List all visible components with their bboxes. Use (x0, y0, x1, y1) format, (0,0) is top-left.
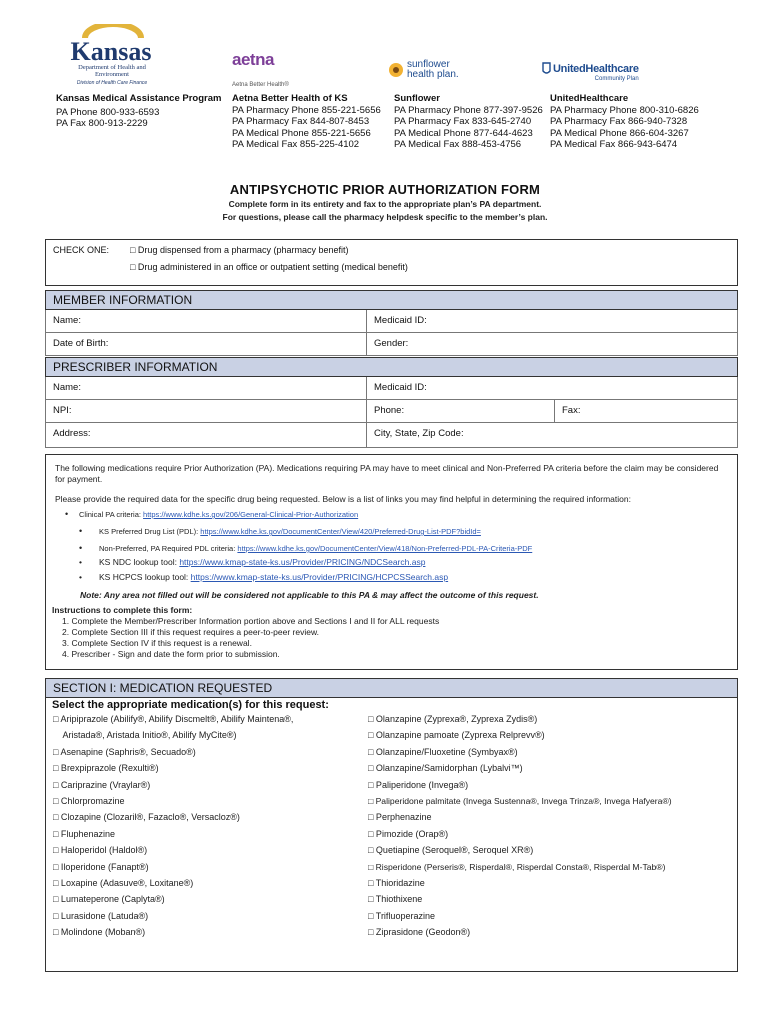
med-clozapine[interactable]: □ Clozapine (Clozaril®, Fazaclo®, Versacloz®) (53, 812, 240, 823)
contact-line: PA Pharmacy Fax 844-807-8453 (232, 116, 370, 127)
contact-line: PA Medical Phone 866-604-3267 (550, 127, 689, 139)
link-label: Non-Preferred, PA Required PDL criteria: (99, 544, 238, 553)
med-thioridazine[interactable]: □ Thioridazine (368, 878, 425, 889)
info-paragraph-1: The following medications require Prior Authorization (PA). Medications requiring PA may have to meet clinical and Non-Preferred PA criteria before the claim may be considered for payment. (55, 463, 719, 484)
member-gender-field[interactable]: Gender: (366, 333, 737, 355)
section-1-prompt: Select the appropriate medication(s) for this request: (52, 699, 329, 711)
form-subtitle-1: Complete form in its entirety and fax to the appropriate plan’s PA department. (228, 199, 542, 209)
sunflower-word2: health plan. (407, 69, 459, 80)
pharmacy-benefit-checkbox[interactable]: □ Drug dispensed from a pharmacy (pharmacy benefit) (130, 245, 349, 255)
med-lumateperone[interactable]: □ Lumateperone (Caplyta®) (53, 894, 165, 905)
link-label: KS Preferred Drug List (PDL): (99, 527, 201, 536)
contact-aetna (232, 93, 381, 151)
link-label: KS HCPCS lookup tool: (99, 572, 191, 582)
med-iloperidone[interactable]: □ Iloperidone (Fanapt®) (53, 861, 149, 872)
med-trifluoperazine[interactable]: □ Trifluoperazine (368, 910, 435, 921)
prescriber-info-header: PRESCRIBER INFORMATION (45, 357, 738, 377)
med-thiothixene[interactable]: □ Thiothixene (368, 894, 423, 905)
contact-name: Sunflower (394, 93, 440, 104)
med-olanzapine-pamoate[interactable]: □ Olanzapine pamoate (Zyprexa Relprevv®) (368, 730, 545, 741)
contact-line: PA Pharmacy Fax 866-940-7328 (550, 116, 688, 127)
contact-line: PA Pharmacy Fax 833-645-2740 (394, 116, 532, 127)
med-paliperidone[interactable]: □ Paliperidone (Invega®) (368, 779, 469, 790)
prescriber-npi-field[interactable]: NPI: (53, 405, 72, 416)
member-dob-field[interactable]: Date of Birth: (53, 338, 109, 349)
ndc-lookup-link[interactable]: https://www.kmap-state-ks.us/Provider/PRICING/NDCSearch.asp (179, 557, 426, 567)
sunflower-icon (388, 62, 404, 78)
med-ziprasidone[interactable]: □ Ziprasidone (Geodon®) (368, 927, 471, 938)
prescriber-row-3 (45, 423, 738, 448)
contact-line: PA Pharmacy Phone 800-310-6826 (550, 104, 699, 116)
contact-name: Aetna Better Health of KS (232, 93, 348, 104)
section-1-header: SECTION I: MEDICATION REQUESTED (45, 678, 738, 698)
uhc-shield-icon (542, 62, 551, 76)
med-list-right (368, 711, 734, 941)
med-aripiprazole[interactable]: □ Aripiprazole (Abilify®, Abilify Discmelt®, Abilify Maintena®, (53, 714, 294, 724)
aetna-logo (232, 50, 289, 88)
prescriber-address-field[interactable]: Address: (53, 428, 91, 439)
contact-line: PA Pharmacy Phone 877-397-9526 (394, 104, 543, 116)
info-paragraph-2: Please provide the required data for the specific drug being requested. Below is a list of links you may find helpful in determining the required information: (55, 494, 631, 504)
link-row: • KS Preferred Drug List (PDL): https://www.kdhe.ks.gov/DocumentCenter/View/420/Preferred-Drug-List-PDF?bidId= (79, 526, 481, 536)
med-haloperidol[interactable]: □ Haloperidol (Haldol®) (53, 845, 148, 856)
prescriber-row-2 (45, 400, 738, 423)
contact-kmap (56, 93, 221, 130)
med-olanzapine-samidorphan[interactable]: □ Olanzapine/Samidorphan (Lybalvi™) (368, 763, 523, 774)
med-perphenazine[interactable]: □ Perphenazine (368, 812, 432, 823)
instruction-1: 1. Complete the Member/Prescriber Information portion above and Sections I and II for ALL requests (62, 616, 440, 626)
contact-line: PA Medical Fax 866-943-6474 (550, 139, 678, 150)
member-medicaid-field[interactable]: Medicaid ID: (366, 310, 737, 332)
kansas-logo-word: Kansas (70, 37, 152, 66)
link-label: KS NDC lookup tool: (99, 557, 180, 567)
med-pimozide[interactable]: □ Pimozide (Orap®) (368, 828, 449, 839)
prescriber-name-field[interactable]: Name: (53, 382, 81, 393)
prescriber-city-field[interactable]: City, State, Zip Code: (366, 423, 737, 447)
nonpreferred-pdl-link[interactable]: https://www.kdhe.ks.gov/DocumentCenter/View/418/Non-Preferred-PDL-PA-Criteria-PDF (237, 544, 533, 553)
hcpcs-lookup-link[interactable]: https://www.kmap-state-ks.us/Provider/PRICING/HCPCSSearch.asp (190, 572, 449, 582)
med-risperidone[interactable]: □ Risperidone (Perseris®, Risperdal®, Risperdal Consta®, Risperdal M-Tab®) (368, 861, 666, 872)
contact-line: PA Medical Fax 888-453-4756 (394, 139, 522, 150)
member-name-field[interactable]: Name: (53, 315, 81, 326)
med-asenapine[interactable]: □ Asenapine (Saphris®, Secuado®) (53, 746, 196, 757)
instruction-3: 3. Complete Section IV if this request is a renewal. (62, 638, 252, 648)
contact-name: Kansas Medical Assistance Program (56, 93, 222, 104)
medical-benefit-checkbox[interactable]: □ Drug administered in an office or outpatient setting (medical benefit) (130, 262, 408, 272)
info-box (45, 454, 738, 670)
med-paliperidone-palmitate[interactable]: □ Paliperidone palmitate (Invega Sustenna®, Invega Trinza®, Invega Hafyera®) (368, 796, 672, 807)
instruction-4: 4. Prescriber - Sign and date the form prior to submission. (62, 649, 280, 659)
med-olanzapine-fluoxetine[interactable]: □ Olanzapine/Fluoxetine (Symbyax®) (368, 746, 518, 757)
med-quetiapine[interactable]: □ Quetiapine (Seroquel®, Seroquel XR®) (368, 845, 534, 856)
clinical-pa-link[interactable]: https://www.kdhe.ks.gov/206/General-Clinical-Prior-Authorization (143, 510, 359, 519)
med-chlorpromazine[interactable]: □ Chlorpromazine (53, 796, 125, 807)
contact-line: PA Pharmacy Phone 855-221-5656 (232, 104, 381, 116)
med-aripiprazole-cont: Aristada®, Aristada Initio®, Abilify MyCite®) (53, 730, 237, 741)
link-row: • Non-Preferred, PA Required PDL criteria: https://www.kdhe.ks.gov/DocumentCenter/View/418/Non-Preferred-PDL-PA-Criteria-PDF (79, 543, 533, 553)
med-molindone[interactable]: □ Molindone (Moban®) (53, 927, 146, 938)
uhc-word: UnitedHealthcare (553, 63, 639, 75)
instructions-heading: Instructions to complete this form: (52, 605, 193, 615)
check-one-label: CHECK ONE: (53, 245, 110, 255)
link-row: • Clinical PA criteria: https://www.kdhe.ks.gov/206/General-Clinical-Prior-Authorization (65, 509, 359, 519)
uhc-subtitle: Community Plan (594, 76, 639, 82)
sunflower-word: sunflower (407, 59, 450, 70)
contact-uhc (550, 93, 699, 151)
prescriber-row-1 (45, 377, 738, 400)
med-brexpiprazole[interactable]: □ Brexpiprazole (Rexulti®) (53, 763, 159, 774)
member-info-header: MEMBER INFORMATION (45, 290, 738, 310)
contact-line: PA Medical Phone 877-644-4623 (394, 127, 533, 139)
prescriber-fax-field[interactable]: Fax: (554, 400, 737, 422)
prescriber-phone-field[interactable]: Phone: (366, 400, 554, 422)
aetna-word: aetna (232, 50, 274, 69)
link-label: Clinical PA criteria: (79, 510, 144, 519)
pdl-link[interactable]: https://www.kdhe.ks.gov/DocumentCenter/View/420/Preferred-Drug-List-PDF?bidId= (200, 527, 481, 536)
link-row: • KS HCPCS lookup tool: https://www.kmap-state-ks.us/Provider/PRICING/HCPCSSearch.asp (79, 572, 449, 582)
form-subtitle-2: For questions, please call the pharmacy helpdesk specific to the member’s plan. (222, 212, 548, 222)
form-title: ANTIPSYCHOTIC PRIOR AUTHORIZATION FORM (229, 182, 541, 197)
member-row-1 (45, 310, 738, 333)
med-lurasidone[interactable]: □ Lurasidone (Latuda®) (53, 910, 149, 921)
med-fluphenazine[interactable]: □ Fluphenazine (53, 828, 115, 839)
link-row: • KS NDC lookup tool: https://www.kmap-state-ks.us/Provider/PRICING/NDCSearch.asp (79, 557, 426, 567)
aetna-tagline: Aetna Better Health® (232, 82, 289, 88)
check-one-box (45, 239, 738, 286)
contact-line: PA Phone 800-933-6593 (56, 106, 160, 118)
contact-line: PA Fax 800-913-2229 (56, 118, 148, 129)
med-cariprazine[interactable]: □ Cariprazine (Vraylar®) (53, 779, 151, 790)
member-row-2 (45, 333, 738, 356)
sunflower-logo (388, 60, 459, 80)
contact-sunflower (394, 93, 543, 151)
med-list-left (53, 711, 363, 941)
kansas-div-text: Division of Health Care Finance (76, 80, 148, 86)
contact-line: PA Medical Phone 855-221-5656 (232, 127, 371, 139)
contact-name: UnitedHealthcare (550, 93, 629, 104)
med-olanzapine[interactable]: □ Olanzapine (Zyprexa®, Zyprexa Zydis®) (368, 714, 538, 724)
instruction-2: 2. Complete Section III if this request requires a peer-to-peer review. (62, 627, 320, 637)
med-loxapine[interactable]: □ Loxapine (Adasuve®, Loxitane®) (53, 878, 194, 889)
prescriber-medicaid-field[interactable]: Medicaid ID: (366, 377, 737, 399)
uhc-logo (542, 62, 639, 82)
contact-line: PA Medical Fax 855-225-4102 (232, 139, 360, 150)
kansas-dept-text: Department of Health and Environment (78, 64, 146, 78)
kansas-logo (55, 24, 167, 94)
note-text: Note: Any area not filled out will be considered not applicable to this PA & may affect the outcome of this request. (80, 590, 539, 600)
